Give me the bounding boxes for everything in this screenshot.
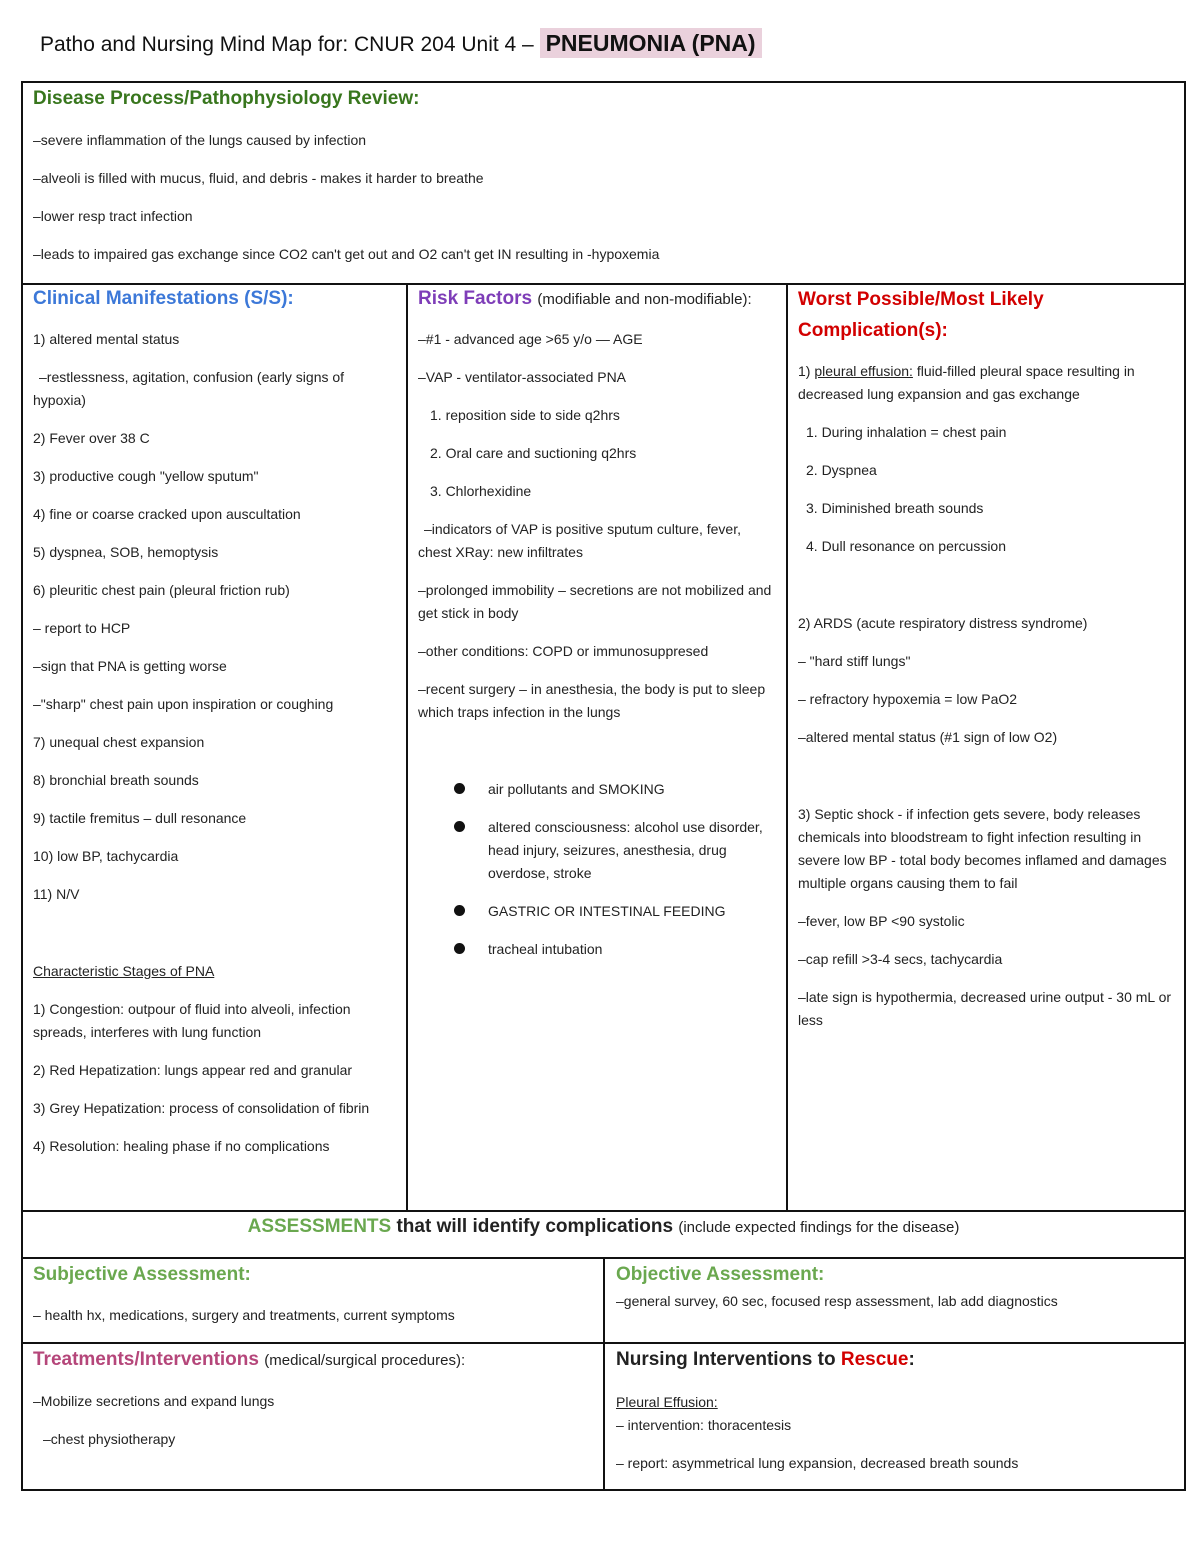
clinical-item: 9) tactile fremitus – dull resonance [33, 810, 247, 826]
risk-bullet [418, 778, 776, 801]
ards-item: – "hard stiff lungs" [798, 653, 911, 669]
complications-heading: Worst Possible/Most Likely Complication(s): [798, 289, 1044, 341]
risk-bullet-text: GASTRIC OR INTESTINAL FEEDING [488, 903, 726, 919]
risk-bullet [418, 816, 776, 885]
disease-item: –alveoli is filled with mucus, fluid, and debris - makes it harder to breathe [33, 170, 484, 186]
ards-item: – refractory hypoxemia = low PaO2 [798, 691, 1018, 707]
subjective-text: – health hx, medications, surgery and treatments, current symptoms [33, 1307, 455, 1323]
bullet-dot-icon [454, 821, 465, 832]
rescue-title-colored: Rescue [840, 1349, 909, 1370]
page-title [40, 30, 762, 57]
clinical-item: 5) dyspnea, SOB, hemoptysis [33, 544, 219, 560]
pleural-num: 1) [798, 363, 815, 379]
divider-col1 [406, 283, 408, 1212]
rescue-item: – intervention: thoracentesis [616, 1417, 792, 1433]
risk-bullet-text: altered consciousness: alcohol use disorder, head injury, seizures, anesthesia, drug overdose, stroke [488, 819, 763, 881]
risk-bullet-text: air pollutants and SMOKING [488, 781, 665, 797]
septic-item: 3) Septic shock - if infection gets severe, body releases chemicals into bloodstream to fight infection resulting in severe low BP - total body becomes inflamed and damages multiple organs causing them to fail [798, 806, 1167, 891]
assessments-heading [21, 1212, 1186, 1242]
divider-bottom-cols [603, 1257, 605, 1491]
stage-item: 4) Resolution: healing phase if no complications [33, 1138, 330, 1154]
rescue-title-prefix: Nursing Interventions to [616, 1349, 841, 1370]
rescue-heading [616, 1345, 1176, 1375]
disease-process-heading: Disease Process/Pathophysiology Review: [33, 88, 420, 109]
risk-section [418, 284, 776, 961]
title-highlight: PNEUMONIA (PNA) [540, 28, 762, 58]
rescue-subheading: Pleural Effusion: [616, 1394, 718, 1410]
treatments-heading [33, 1345, 593, 1376]
ards-item: 2) ARDS (acute respiratory distress syndrome) [798, 615, 1088, 631]
disease-item: –lower resp tract infection [33, 208, 193, 224]
rescue-title-suffix: : [908, 1349, 915, 1370]
pleural-text: fluid-filled pleural space resulting in decreased lung expansion and gas exchange [798, 363, 1135, 402]
stage-item: 2) Red Hepatization: lungs appear red and granular [33, 1062, 353, 1078]
clinical-item: –restlessness, agitation, confusion (early signs of hypoxia) [33, 369, 345, 408]
septic-item: –cap refill >3-4 secs, tachycardia [798, 951, 1003, 967]
disease-item: –severe inflammation of the lungs caused by infection [33, 132, 367, 148]
clinical-item: 10) low BP, tachycardia [33, 848, 179, 864]
divider-treat-top [21, 1342, 1186, 1344]
clinical-item: –"sharp" chest pain upon inspiration or coughing [33, 696, 334, 712]
treatments-section [33, 1345, 593, 1451]
objective-text: –general survey, 60 sec, focused resp assessment, lab add diagnostics [616, 1293, 1058, 1309]
septic-item: –late sign is hypothermia, decreased urine output - 30 mL or less [798, 989, 1172, 1028]
complications-section [798, 284, 1178, 1032]
clinical-item: 1) altered mental status [33, 331, 180, 347]
bullet-dot-icon [454, 905, 465, 916]
risk-item: –#1 - advanced age >65 y/o — AGE [418, 331, 643, 347]
risk-bullet-text: tracheal intubation [488, 941, 603, 957]
risk-item: –prolonged immobility – secretions are not mobilized and get stick in body [418, 582, 772, 621]
rescue-item: – report: asymmetrical lung expansion, decreased breath sounds [616, 1455, 1019, 1471]
stage-item: 3) Grey Hepatization: process of consolidation of fibrin [33, 1100, 370, 1116]
rescue-section [616, 1345, 1176, 1475]
septic-item: –fever, low BP <90 systolic [798, 913, 965, 929]
treatment-item: –chest physiotherapy [43, 1431, 176, 1447]
pleural-list-item: 4. Dull resonance on percussion [806, 538, 1007, 554]
treatment-item: –Mobilize secretions and expand lungs [33, 1393, 275, 1409]
disease-item: –leads to impaired gas exchange since CO2 can't get out and O2 can't get IN resulting in -hypoxemia [33, 246, 660, 262]
clinical-item: 2) Fever over 38 C [33, 430, 150, 446]
disease-process-section [33, 84, 1173, 266]
risk-bullet [418, 900, 776, 923]
pleural-list-item: 3. Diminished breath sounds [806, 500, 984, 516]
risk-bullet [418, 938, 776, 961]
risk-item: –other conditions: COPD or immunosuppresed [418, 643, 709, 659]
pleural-list-item: 2. Dyspnea [806, 462, 877, 478]
treatments-note: (medical/surgical procedures): [264, 1352, 466, 1369]
bullet-dot-icon [454, 783, 465, 794]
stages-heading: Characteristic Stages of PNA [33, 963, 215, 979]
risk-bullet-list [418, 778, 776, 961]
risk-heading [418, 284, 776, 314]
clinical-item: 3) productive cough "yellow sputum" [33, 468, 259, 484]
objective-heading: Objective Assessment: [616, 1264, 825, 1285]
clinical-item: 7) unequal chest expansion [33, 734, 205, 750]
bullet-dot-icon [454, 943, 465, 954]
clinical-item: 11) N/V [33, 886, 80, 902]
clinical-item: 6) pleuritic chest pain (pleural friction rub) [33, 582, 290, 598]
clinical-section [33, 284, 395, 1158]
risk-item: –indicators of VAP is positive sputum culture, fever, chest XRay: new infiltrates [418, 521, 741, 560]
subjective-section [33, 1260, 593, 1327]
clinical-item: – report to HCP [33, 620, 131, 636]
clinical-item: 4) fine or coarse cracked upon auscultation [33, 506, 301, 522]
clinical-item: –sign that PNA is getting worse [33, 658, 227, 674]
stage-item: 1) Congestion: outpour of fluid into alveoli, infection spreads, interferes with lung function [33, 1001, 351, 1040]
risk-item: 1. reposition side to side q2hrs [430, 407, 620, 423]
risk-item: –VAP - ventilator-associated PNA [418, 369, 627, 385]
divider-col2 [786, 283, 788, 1212]
treatments-title: Treatments/Interventions [33, 1349, 259, 1370]
assessments-title-rest: that will identify complications [391, 1216, 679, 1237]
ards-item: –altered mental status (#1 sign of low O2) [798, 729, 1058, 745]
pleural-label: pleural effusion: [814, 363, 913, 379]
assessments-note: (include expected findings for the disease) [678, 1219, 960, 1236]
risk-item: –recent surgery – in anesthesia, the body is put to sleep which traps infection in the lungs [418, 681, 766, 720]
clinical-heading: Clinical Manifestations (S/S): [33, 288, 294, 309]
title-prefix: Patho and Nursing Mind Map for: CNUR 204 Unit 4 – [40, 33, 540, 56]
assessments-title: ASSESSMENTS [247, 1216, 392, 1237]
clinical-item: 8) bronchial breath sounds [33, 772, 199, 788]
objective-section [616, 1260, 1176, 1313]
risk-heading-note: (modifiable and non-modifiable): [537, 291, 752, 308]
risk-item: 3. Chlorhexidine [430, 483, 532, 499]
pleural-effusion-item [798, 360, 1178, 406]
pleural-list-item: 1. During inhalation = chest pain [806, 424, 1007, 440]
risk-item: 2. Oral care and suctioning q2hrs [430, 445, 637, 461]
risk-heading-title: Risk Factors [418, 288, 533, 309]
subjective-heading: Subjective Assessment: [33, 1264, 251, 1285]
